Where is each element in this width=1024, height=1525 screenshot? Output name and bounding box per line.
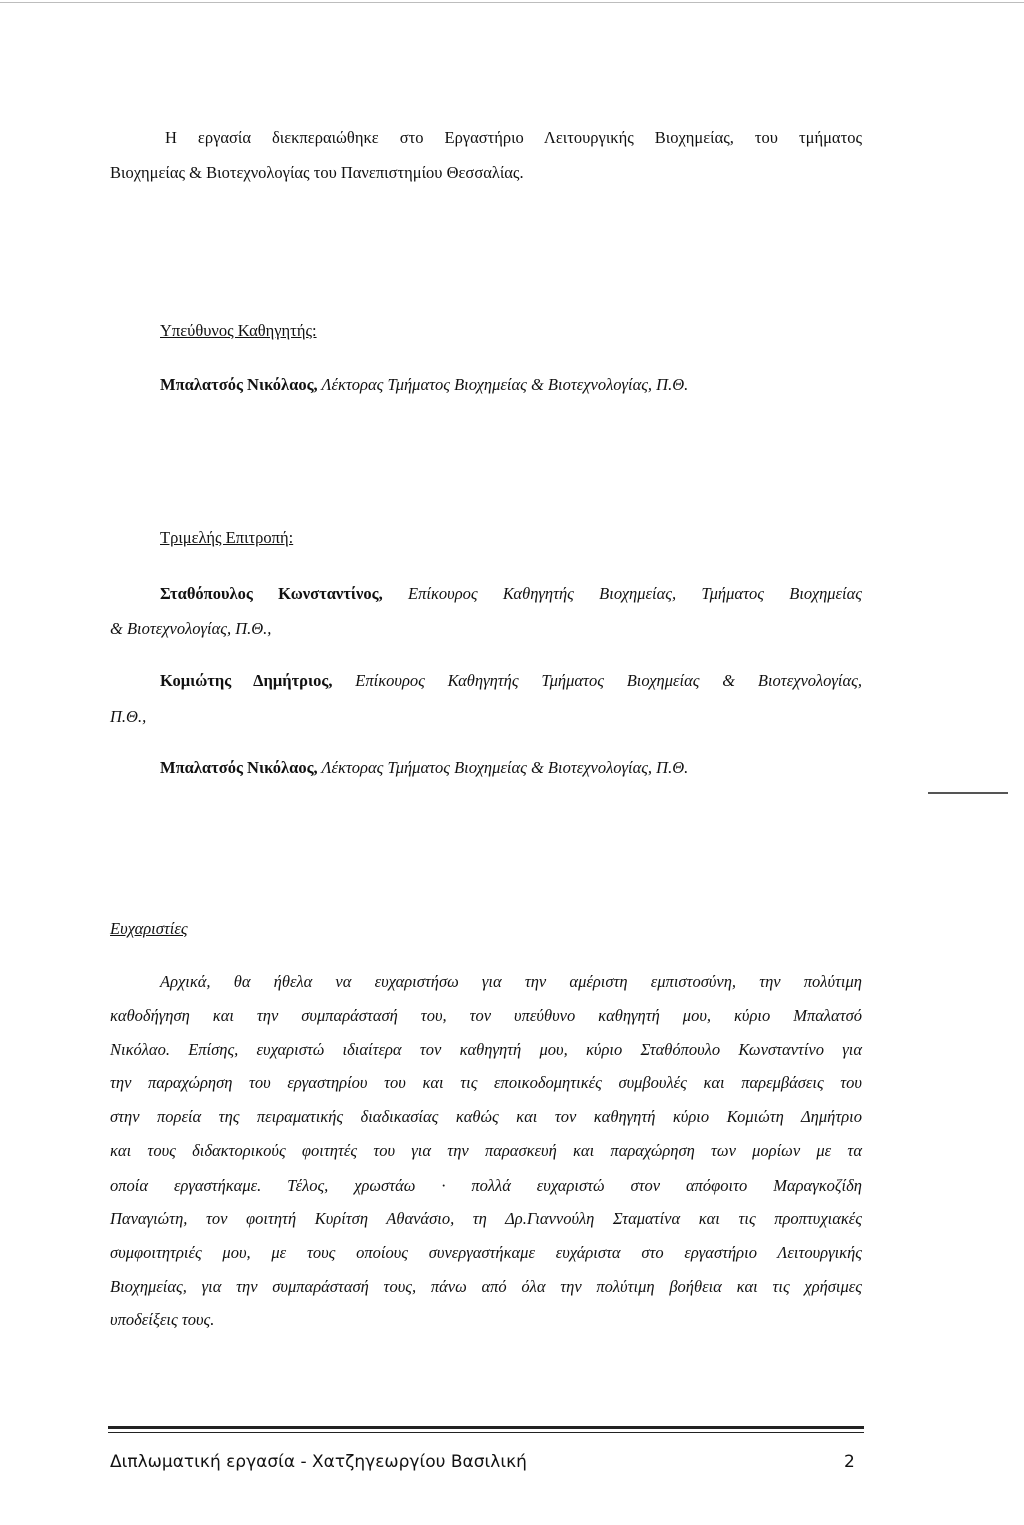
committee-member-2-cont: Π.Θ.,	[110, 707, 147, 726]
top-border	[0, 2, 1024, 3]
committee-member-3-title: Λέκτορας Τμήματος Βιοχημείας & Βιοτεχνολογίας, Π.Θ.	[317, 758, 689, 777]
ack-line-5: στην πορεία της πειραματικής διαδικασίας καθώς και τον καθηγητή κύριο Κομιώτη Δημήτριο	[110, 1107, 862, 1126]
ack-line-6: και τους διδακτορικούς φοιτητές του για την παρασκευή και παραχώρηση των μορίων με τα	[110, 1141, 862, 1160]
supervisor-heading: Υπεύθυνος Καθηγητής:	[160, 321, 317, 340]
committee-member-3	[160, 757, 688, 779]
ack-line-7: οποία εργαστήκαμε. Τέλος, χρωστάω · πολλά ευχαριστώ στον απόφοιτο Μαραγκοζίδη	[110, 1176, 862, 1195]
ack-line-9: συμφοιτητριές μου, με τους οποίους συνεργαστήκαμε ευχάριστα στο εργαστήριο Λειτουργικής	[110, 1243, 862, 1262]
footer-rule-thin	[108, 1432, 864, 1433]
acknowledgements-heading: Ευχαριστίες	[110, 919, 188, 938]
footer-rule	[108, 1426, 864, 1429]
ack-line-10: Βιοχημείας, για την συμπαράστασή τους, πάνω από όλα την πολύτιμη βοήθεια και τις χρήσιμες	[110, 1277, 862, 1296]
page-number: 2	[844, 1452, 855, 1472]
committee-member-2-title: Επίκουρος Καθηγητής Τμήματος Βιοχημείας & Βιοτεχνολογίας,	[332, 671, 862, 690]
intro-line-1: Η εργασία διεκπεραιώθηκε στο Εργαστήριο Λειτουργικής Βιοχημείας, του τμήματος	[165, 128, 862, 147]
ack-line-8: Παναγιώτη, τον φοιτητή Κυρίτση Αθανάσιο, τη Δρ.Γιαννούλη Σταματίνα και τις προπτυχιακές	[110, 1209, 862, 1228]
ack-line-3: Νικόλαο. Επίσης, ευχαριστώ ιδιαίτερα τον καθηγητή μου, κύριο Σταθόπουλο Κωνσταντίνο για	[110, 1040, 862, 1059]
supervisor-title: Λέκτορας Τμήματος Βιοχημείας & Βιοτεχνολογίας, Π.Θ.	[317, 375, 689, 394]
committee-heading: Τριμελής Επιτροπή:	[160, 528, 294, 547]
ack-line-4: την παραχώρηση του εργαστηρίου του και τις εποικοδομητικές συμβουλές και παρεμβάσεις του	[110, 1073, 862, 1092]
committee-member-2	[160, 670, 862, 692]
footer-title: Διπλωματική εργασία - Χατζηγεωργίου Βασιλική	[110, 1452, 527, 1472]
intro-line-2: Βιοχημείας & Βιοτεχνολογίας του Πανεπιστημίου Θεσσαλίας.	[110, 163, 524, 182]
ack-line-1: Αρχικά, θα ήθελα να ευχαριστήσω για την αμέριστη εμπιστοσύνη, την πολύτιμη	[160, 972, 862, 991]
supervisor-name: Μπαλατσός Νικόλαος,	[160, 375, 318, 394]
committee-member-1-title: Επίκουρος Καθηγητής Βιοχημείας, Τμήματος Βιοχημείας	[382, 584, 862, 603]
ack-line-11: υποδείξεις τους.	[110, 1310, 215, 1329]
committee-member-2-name: Κομιώτης Δημήτριος,	[160, 671, 333, 690]
ack-line-2: καθοδήγηση και την συμπαράστασή του, τον υπεύθυνο καθηγητή μου, κύριο Μπαλατσό	[110, 1006, 862, 1025]
committee-member-1-name: Σταθόπουλος Κωνσταντίνος,	[160, 584, 383, 603]
supervisor-entry	[160, 374, 688, 396]
margin-dash	[928, 792, 1008, 794]
committee-member-1	[160, 583, 862, 605]
committee-member-3-name: Μπαλατσός Νικόλαος,	[160, 758, 318, 777]
committee-member-1-cont: & Βιοτεχνολογίας, Π.Θ.,	[110, 619, 272, 638]
